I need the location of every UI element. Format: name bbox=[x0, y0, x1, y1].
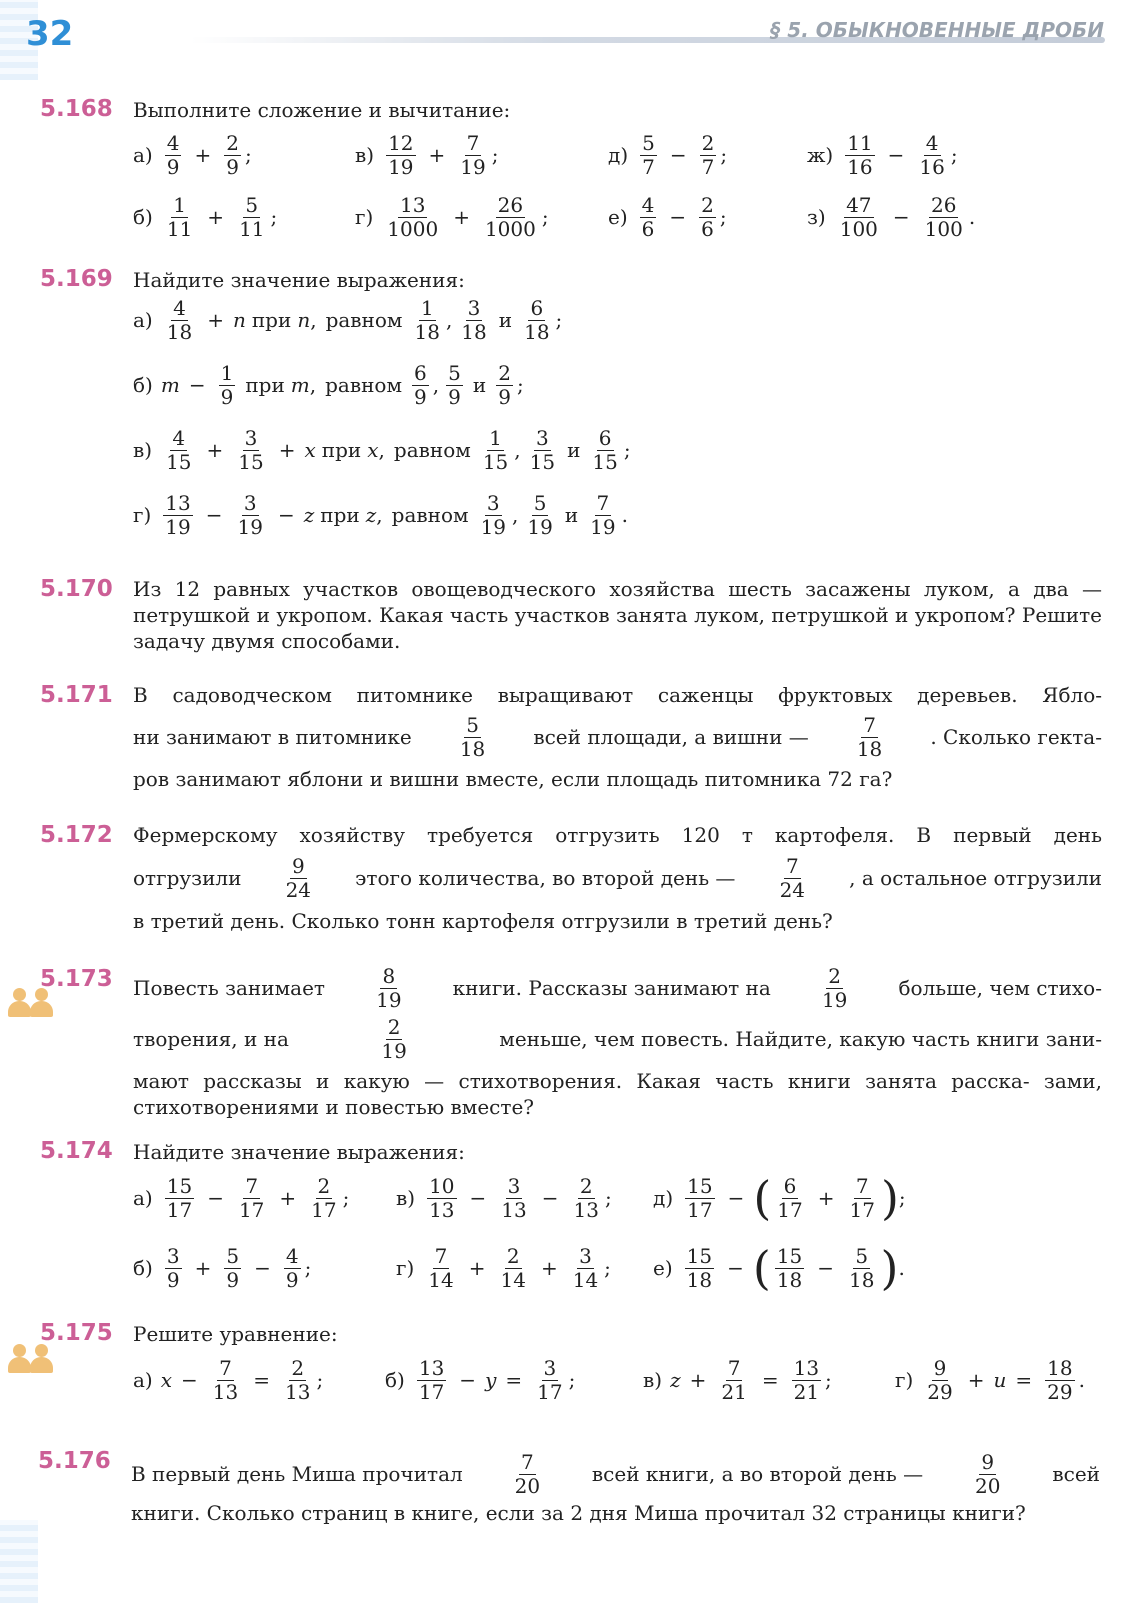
task-text-line: творения, и на $\frac{2}{19}$ меньше, чем повесть. Найдите, какую часть книги зани- bbox=[133, 1014, 1102, 1063]
fraction: $\frac{7}{13}$ bbox=[212, 1355, 239, 1404]
expression-item: б) m − $\frac{1}{9}$ при m , равном $\frac{6}{9}$ , $\frac{5}{9}$ и $\frac{2}{9}$ ; bbox=[133, 360, 524, 409]
expression-row bbox=[133, 294, 1102, 346]
task-text-line: ни занимают в питомнике $\frac{5}{18}$ всей площади, а вишни — $\frac{7}{18}$ . Сколько гекта- bbox=[133, 712, 1102, 761]
task-5-172 bbox=[40, 822, 1102, 934]
equation-item: г) $\frac{9}{29}$ + u = $\frac{18}{29}$ . bbox=[895, 1355, 1085, 1404]
fraction: $\frac{2}{13}$ bbox=[285, 1355, 311, 1404]
task-5-170 bbox=[40, 576, 1102, 654]
task-text: Из 12 равных участков овощеводческого хозяйства шесть засажены луком, а два — петрушкой и укропом. Какая часть участков занята луком, петрушкой и укропом? Решите задачу двумя способами. bbox=[133, 577, 1102, 653]
fraction: $\frac{26}{1000}$ bbox=[484, 192, 536, 241]
fraction: $\frac{2}{19}$ bbox=[381, 1014, 407, 1063]
fraction: $\frac{5}{9}$ bbox=[448, 360, 461, 409]
expression-item: б) $\frac{3}{9}$ + $\frac{5}{9}$ − $\frac{4}{9}$ ; bbox=[133, 1243, 312, 1292]
task-5-176 bbox=[38, 1448, 1100, 1526]
expression-item: а) $\frac{15}{17}$ − $\frac{7}{17}$ + $\frac{2}{17}$ ; bbox=[133, 1173, 350, 1222]
fraction: $\frac{5}{11}$ bbox=[239, 192, 265, 241]
task-5-175 bbox=[40, 1320, 1102, 1412]
fraction: $\frac{15}{17}$ bbox=[687, 1173, 713, 1222]
fraction: $\frac{13}{21}$ bbox=[793, 1355, 820, 1404]
fraction: $\frac{7}{21}$ bbox=[721, 1355, 747, 1404]
equation-item: а) x − $\frac{7}{13}$ = $\frac{2}{13}$ ; bbox=[133, 1355, 324, 1404]
expression-item: д) $\frac{5}{7}$ − $\frac{2}{7}$ ; bbox=[608, 130, 728, 179]
fraction: $\frac{5}{7}$ bbox=[642, 130, 655, 179]
fraction: $\frac{7}{20}$ bbox=[514, 1449, 541, 1498]
fraction: $\frac{4}{18}$ bbox=[166, 295, 193, 344]
task-number: 5.169 bbox=[40, 266, 113, 292]
fraction: $\frac{2}{9}$ bbox=[226, 130, 239, 179]
expression-item: в) $\frac{4}{15}$ + $\frac{3}{15}$ + x при x , равном $\frac{1}{15}$ , $\frac{3}{15}$ и $\frac{6}{15}$ ; bbox=[133, 425, 631, 474]
fraction: $\frac{47}{100}$ bbox=[839, 192, 878, 241]
fraction: $\frac{1}{11}$ bbox=[166, 192, 193, 241]
fraction: $\frac{5}{19}$ bbox=[527, 490, 553, 539]
expression-item: ж) $\frac{11}{16}$ − $\frac{4}{16}$ ; bbox=[807, 130, 958, 179]
equation-item: в) z + $\frac{7}{21}$ = $\frac{13}{21}$ ; bbox=[643, 1355, 832, 1404]
task-5-173 bbox=[40, 963, 1102, 1120]
task-number: 5.170 bbox=[40, 576, 113, 602]
fraction: $\frac{2}{14}$ bbox=[500, 1243, 526, 1292]
task-title: Решите уравнение: bbox=[133, 1322, 338, 1346]
task-number: 5.175 bbox=[40, 1320, 113, 1346]
expression-item: а) $\frac{4}{18}$ + n при n , равном $\frac{1}{18}$ , $\frac{3}{18}$ и $\frac{6}{18}$ ; bbox=[133, 295, 563, 344]
fraction: $\frac{11}{16}$ bbox=[847, 130, 873, 179]
fraction: $\frac{7}{19}$ bbox=[460, 130, 486, 179]
fraction: $\frac{7}{24}$ bbox=[779, 853, 806, 902]
fraction: $\frac{3}{14}$ bbox=[572, 1243, 599, 1292]
fraction: $\frac{12}{19}$ bbox=[388, 130, 414, 179]
fraction: $\frac{8}{19}$ bbox=[376, 963, 402, 1012]
expression-row bbox=[133, 1348, 1102, 1412]
fraction: $\frac{3}{15}$ bbox=[238, 425, 264, 474]
fraction: $\frac{13}{17}$ bbox=[418, 1355, 445, 1404]
fraction: $\frac{2}{19}$ bbox=[821, 963, 848, 1012]
expression-row bbox=[133, 1166, 1102, 1230]
fraction: $\frac{10}{13}$ bbox=[429, 1173, 455, 1222]
expression-item: в) $\frac{12}{19}$ + $\frac{7}{19}$ ; bbox=[355, 130, 499, 179]
expression-item: д) $\frac{15}{17}$ − ( $\frac{6}{17}$ + $\frac{7}{17}$ ) ; bbox=[653, 1171, 906, 1225]
fraction: $\frac{6}{17}$ bbox=[777, 1173, 803, 1222]
fraction: $\frac{2}{6}$ bbox=[701, 192, 714, 241]
expression-row bbox=[133, 424, 1102, 476]
fraction: $\frac{3}{19}$ bbox=[237, 490, 263, 539]
fraction: $\frac{4}{6}$ bbox=[641, 192, 655, 241]
fraction: $\frac{3}{19}$ bbox=[480, 490, 507, 539]
page-number: 32 bbox=[26, 14, 74, 54]
fraction: $\frac{15}{18}$ bbox=[686, 1243, 713, 1292]
task-number: 5.173 bbox=[40, 966, 113, 992]
fraction: $\frac{7}{17}$ bbox=[238, 1173, 265, 1222]
task-text-line: в третий день. Сколько тонн картофеля отгрузили в третий день? bbox=[133, 909, 833, 933]
fraction: $\frac{2}{13}$ bbox=[573, 1173, 599, 1222]
fraction: $\frac{7}{14}$ bbox=[428, 1243, 454, 1292]
task-text-line: отгрузили $\frac{9}{24}$ этого количества, во второй день — $\frac{7}{24}$ , а остальное отгрузили bbox=[133, 853, 1102, 902]
fraction: $\frac{3}{17}$ bbox=[537, 1355, 563, 1404]
task-title: Выполните сложение и вычитание: bbox=[133, 98, 511, 122]
fraction: $\frac{3}{9}$ bbox=[166, 1243, 180, 1292]
expression-item: в) $\frac{10}{13}$ − $\frac{3}{13}$ − $\frac{2}{13}$ ; bbox=[396, 1173, 612, 1222]
fraction: $\frac{7}{19}$ bbox=[590, 490, 616, 539]
task-text-line: В первый день Миша прочитал $\frac{7}{20}$ всей книги, а во второй день — $\frac{9}{20}$ всей bbox=[131, 1449, 1100, 1498]
fraction: $\frac{7}{18}$ bbox=[856, 712, 883, 761]
fraction: $\frac{13}{1000}$ bbox=[387, 192, 439, 241]
fraction: $\frac{4}{9}$ bbox=[285, 1243, 299, 1292]
expression-item: б) $\frac{1}{11}$ + $\frac{5}{11}$ ; bbox=[133, 192, 278, 241]
task-text-line: ров занимают яблони и вишни вместе, если площадь питомника 72 га? bbox=[133, 767, 893, 791]
expression-row bbox=[133, 489, 1102, 541]
fraction: $\frac{6}{9}$ bbox=[414, 360, 427, 409]
fraction: $\frac{9}{29}$ bbox=[927, 1355, 953, 1404]
fraction: $\frac{5}{18}$ bbox=[459, 712, 486, 761]
fraction: $\frac{18}{29}$ bbox=[1047, 1355, 1073, 1404]
task-title: Найдите значение выражения: bbox=[133, 268, 465, 292]
task-5-168 bbox=[40, 96, 1102, 248]
expression-item: з) $\frac{47}{100}$ − $\frac{26}{100}$ . bbox=[807, 192, 976, 241]
fraction: $\frac{4}{15}$ bbox=[166, 425, 192, 474]
expression-row bbox=[133, 1236, 1102, 1300]
fraction: $\frac{13}{19}$ bbox=[165, 490, 191, 539]
fraction: $\frac{9}{20}$ bbox=[975, 1449, 1001, 1498]
task-text: книги. Сколько страниц в книге, если за 2 дня Миша прочитал 32 страницы книги? bbox=[131, 1501, 1026, 1525]
expression-item: г) $\frac{13}{19}$ − $\frac{3}{19}$ − z при z , равном $\frac{3}{19}$ , $\frac{5}{19}$ и $\frac{7}{19}$ . bbox=[133, 490, 628, 539]
task-text-line: Фермерскому хозяйству требуется отгрузить 120 т картофеля. В первый день bbox=[133, 823, 1102, 847]
fraction: $\frac{5}{18}$ bbox=[849, 1243, 875, 1292]
task-number: 5.174 bbox=[40, 1138, 113, 1164]
fraction: $\frac{2}{9}$ bbox=[498, 360, 511, 409]
expression-item: е) $\frac{15}{18}$ − ( $\frac{15}{18}$ − $\frac{5}{18}$ ) . bbox=[653, 1241, 905, 1295]
fraction: $\frac{6}{18}$ bbox=[524, 295, 550, 344]
expression-item: г) $\frac{7}{14}$ + $\frac{2}{14}$ + $\frac{3}{14}$ ; bbox=[396, 1243, 611, 1292]
task-number: 5.172 bbox=[40, 822, 113, 848]
expression-row bbox=[133, 359, 1102, 411]
task-5-174 bbox=[40, 1138, 1102, 1300]
fraction: $\frac{1}{9}$ bbox=[220, 360, 234, 409]
expression-row bbox=[133, 186, 1102, 248]
fraction: $\frac{6}{15}$ bbox=[592, 425, 618, 474]
fraction: $\frac{5}{9}$ bbox=[226, 1243, 240, 1292]
fraction: $\frac{3}{15}$ bbox=[529, 425, 556, 474]
fraction: $\frac{3}{13}$ bbox=[501, 1173, 527, 1222]
expression-item: г) $\frac{13}{1000}$ + $\frac{26}{1000}$ ; bbox=[355, 192, 549, 241]
task-text: мают рассказы и какую — стихотворения. Какая часть книги занята расска- зами, стихотворениями и повестью вместе? bbox=[133, 1069, 1102, 1119]
fraction: $\frac{15}{18}$ bbox=[776, 1243, 803, 1292]
fraction: $\frac{3}{18}$ bbox=[461, 295, 487, 344]
fraction: $\frac{4}{9}$ bbox=[166, 130, 180, 179]
task-number: 5.171 bbox=[40, 682, 113, 708]
fraction: $\frac{2}{17}$ bbox=[311, 1173, 337, 1222]
expression-row bbox=[133, 124, 1102, 186]
task-5-171 bbox=[40, 682, 1102, 792]
task-text-line: В садоводческом питомнике выращивают саженцы фруктовых деревьев. Ябло- bbox=[133, 683, 1102, 707]
fraction: $\frac{7}{17}$ bbox=[849, 1173, 875, 1222]
task-title: Найдите значение выражения: bbox=[133, 1140, 465, 1164]
expression-item: а) $\frac{4}{9}$ + $\frac{2}{9}$ ; bbox=[133, 130, 252, 179]
equation-item: б) $\frac{13}{17}$ − y = $\frac{3}{17}$ ; bbox=[385, 1355, 576, 1404]
section-title: § 5. ОБЫКНОВЕННЫЕ ДРОБИ bbox=[770, 18, 1104, 42]
task-5-169 bbox=[40, 266, 1102, 541]
fraction: $\frac{9}{24}$ bbox=[285, 853, 312, 902]
page-corner-decoration bbox=[0, 1520, 38, 1603]
task-text-line: Повесть занимает $\frac{8}{19}$ книги. Рассказы занимают на $\frac{2}{19}$ больше, чем стихо- bbox=[133, 963, 1102, 1012]
fraction: $\frac{1}{15}$ bbox=[482, 425, 509, 474]
task-number: 5.176 bbox=[38, 1448, 111, 1474]
fraction: $\frac{4}{16}$ bbox=[919, 130, 945, 179]
fraction: $\frac{26}{100}$ bbox=[924, 192, 963, 241]
fraction: $\frac{15}{17}$ bbox=[166, 1173, 193, 1222]
fraction: $\frac{1}{18}$ bbox=[414, 295, 440, 344]
expression-item: е) $\frac{4}{6}$ − $\frac{2}{6}$ ; bbox=[608, 192, 727, 241]
task-number: 5.168 bbox=[40, 96, 113, 122]
fraction: $\frac{2}{7}$ bbox=[701, 130, 715, 179]
